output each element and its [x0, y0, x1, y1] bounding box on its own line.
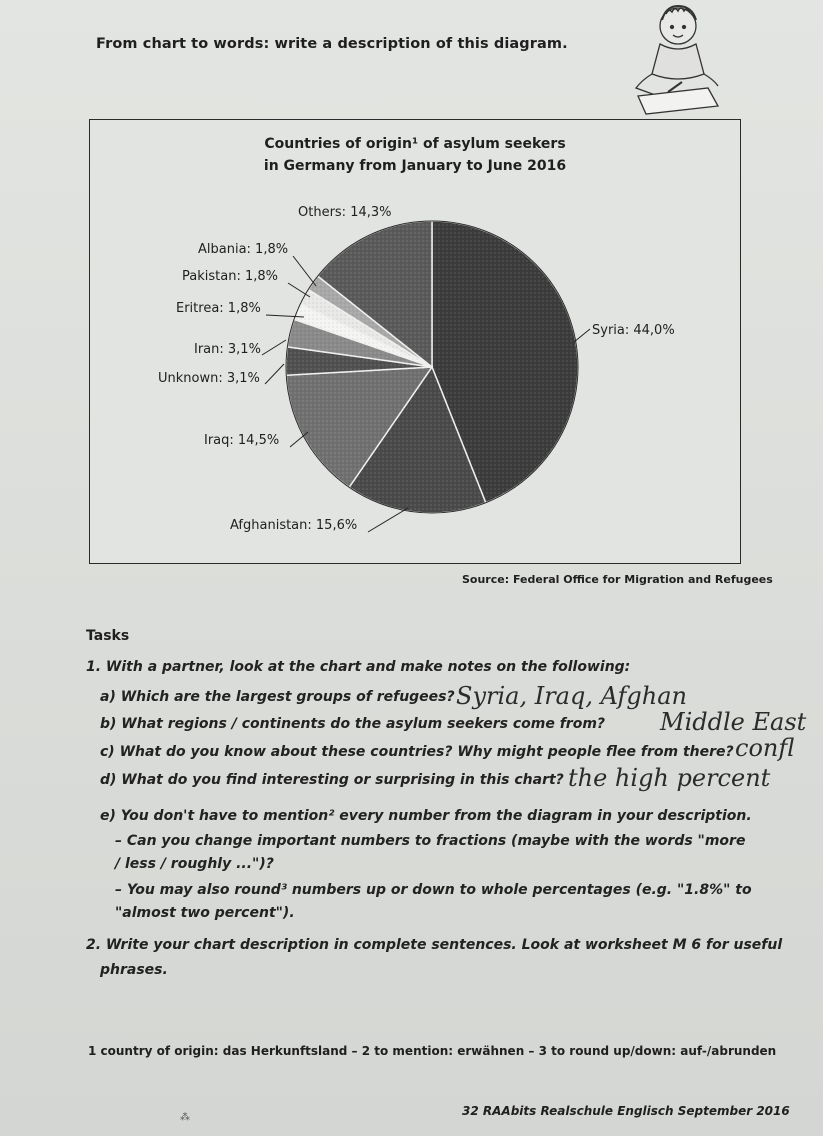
- worksheet-heading: From chart to words: write a description of this diagram.: [96, 36, 568, 52]
- task-1a: a) Which are the largest groups of refugees?: [100, 689, 455, 705]
- pie-slice-label: Eritrea: 1,8%: [176, 301, 261, 316]
- pie-leader-line: [262, 340, 286, 355]
- chart-title-line2: in Germany from January to June 2016: [263, 158, 567, 174]
- pie-leader-line: [368, 508, 408, 532]
- pie-leader-line: [574, 329, 590, 342]
- handwritten-answer-b: Middle East: [660, 708, 807, 736]
- pie-slice-label: Unknown: 3,1%: [158, 371, 260, 386]
- task-1e: e) You don't have to mention² every number from the diagram in your description.: [100, 808, 752, 824]
- pie-slice-label: Pakistan: 1,8%: [182, 269, 278, 284]
- handwritten-answer-d: the high percent: [568, 764, 771, 792]
- pie-slice-label: Others: 14,3%: [298, 205, 392, 220]
- pie-leader-line: [265, 364, 284, 384]
- page-footer: 32 RAAbits Realschule Englisch September 2016: [462, 1104, 790, 1118]
- chart-title-line1: Countries of origin¹ of asylum seekers: [264, 136, 566, 152]
- tasks-heading: Tasks: [86, 628, 130, 644]
- page-speck: ⁂: [180, 1112, 190, 1123]
- task-1e-tip2-line1: – You may also round³ numbers up or down to whole percentages (e.g. "1.8%" to: [115, 882, 752, 898]
- task-1d: d) What do you find interesting or surprising in this chart?: [100, 772, 564, 788]
- handwritten-answer-a: Syria, Iraq, Afghan: [456, 682, 687, 710]
- pie-slice-label: Iraq: 14,5%: [204, 433, 280, 448]
- task-1b: b) What regions / continents do the asylum seekers come from?: [100, 716, 606, 732]
- pie-slice-label: Afghanistan: 15,6%: [230, 518, 358, 533]
- pie-leader-line: [293, 256, 316, 286]
- pie-chart: [90, 120, 740, 563]
- pie-slice-label: Syria: 44,0%: [592, 323, 675, 338]
- writing-child-illustration: [608, 0, 738, 118]
- task-1c: c) What do you know about these countries? Why might people flee from there?: [100, 744, 734, 760]
- chart-source: Source: Federal Office for Migration and Refugees: [462, 573, 773, 586]
- task-1e-tip1-line1: – Can you change important numbers to fractions (maybe with the words "more: [115, 833, 746, 849]
- task-1e-tip1-line2: / less / roughly ...")?: [115, 856, 274, 872]
- vocabulary-footnote: 1 country of origin: das Herkunftsland – 2 to mention: erwähnen – 3 to round up/down: auf-/abrunden: [88, 1044, 777, 1058]
- handwritten-answer-c: confl: [735, 734, 795, 762]
- task-1e-tip2-line2: "almost two percent").: [115, 905, 295, 921]
- chart-box: [89, 119, 741, 564]
- task-2-line2: phrases.: [100, 962, 168, 978]
- pie-leader-line: [288, 283, 310, 297]
- pie-slice-label: Iran: 3,1%: [194, 342, 261, 357]
- pie-slice-label: Albania: 1,8%: [198, 242, 289, 257]
- task-2-line1: 2. Write your chart description in complete sentences. Look at worksheet M 6 for useful: [86, 937, 783, 953]
- task-1: 1. With a partner, look at the chart and make notes on the following:: [86, 659, 631, 675]
